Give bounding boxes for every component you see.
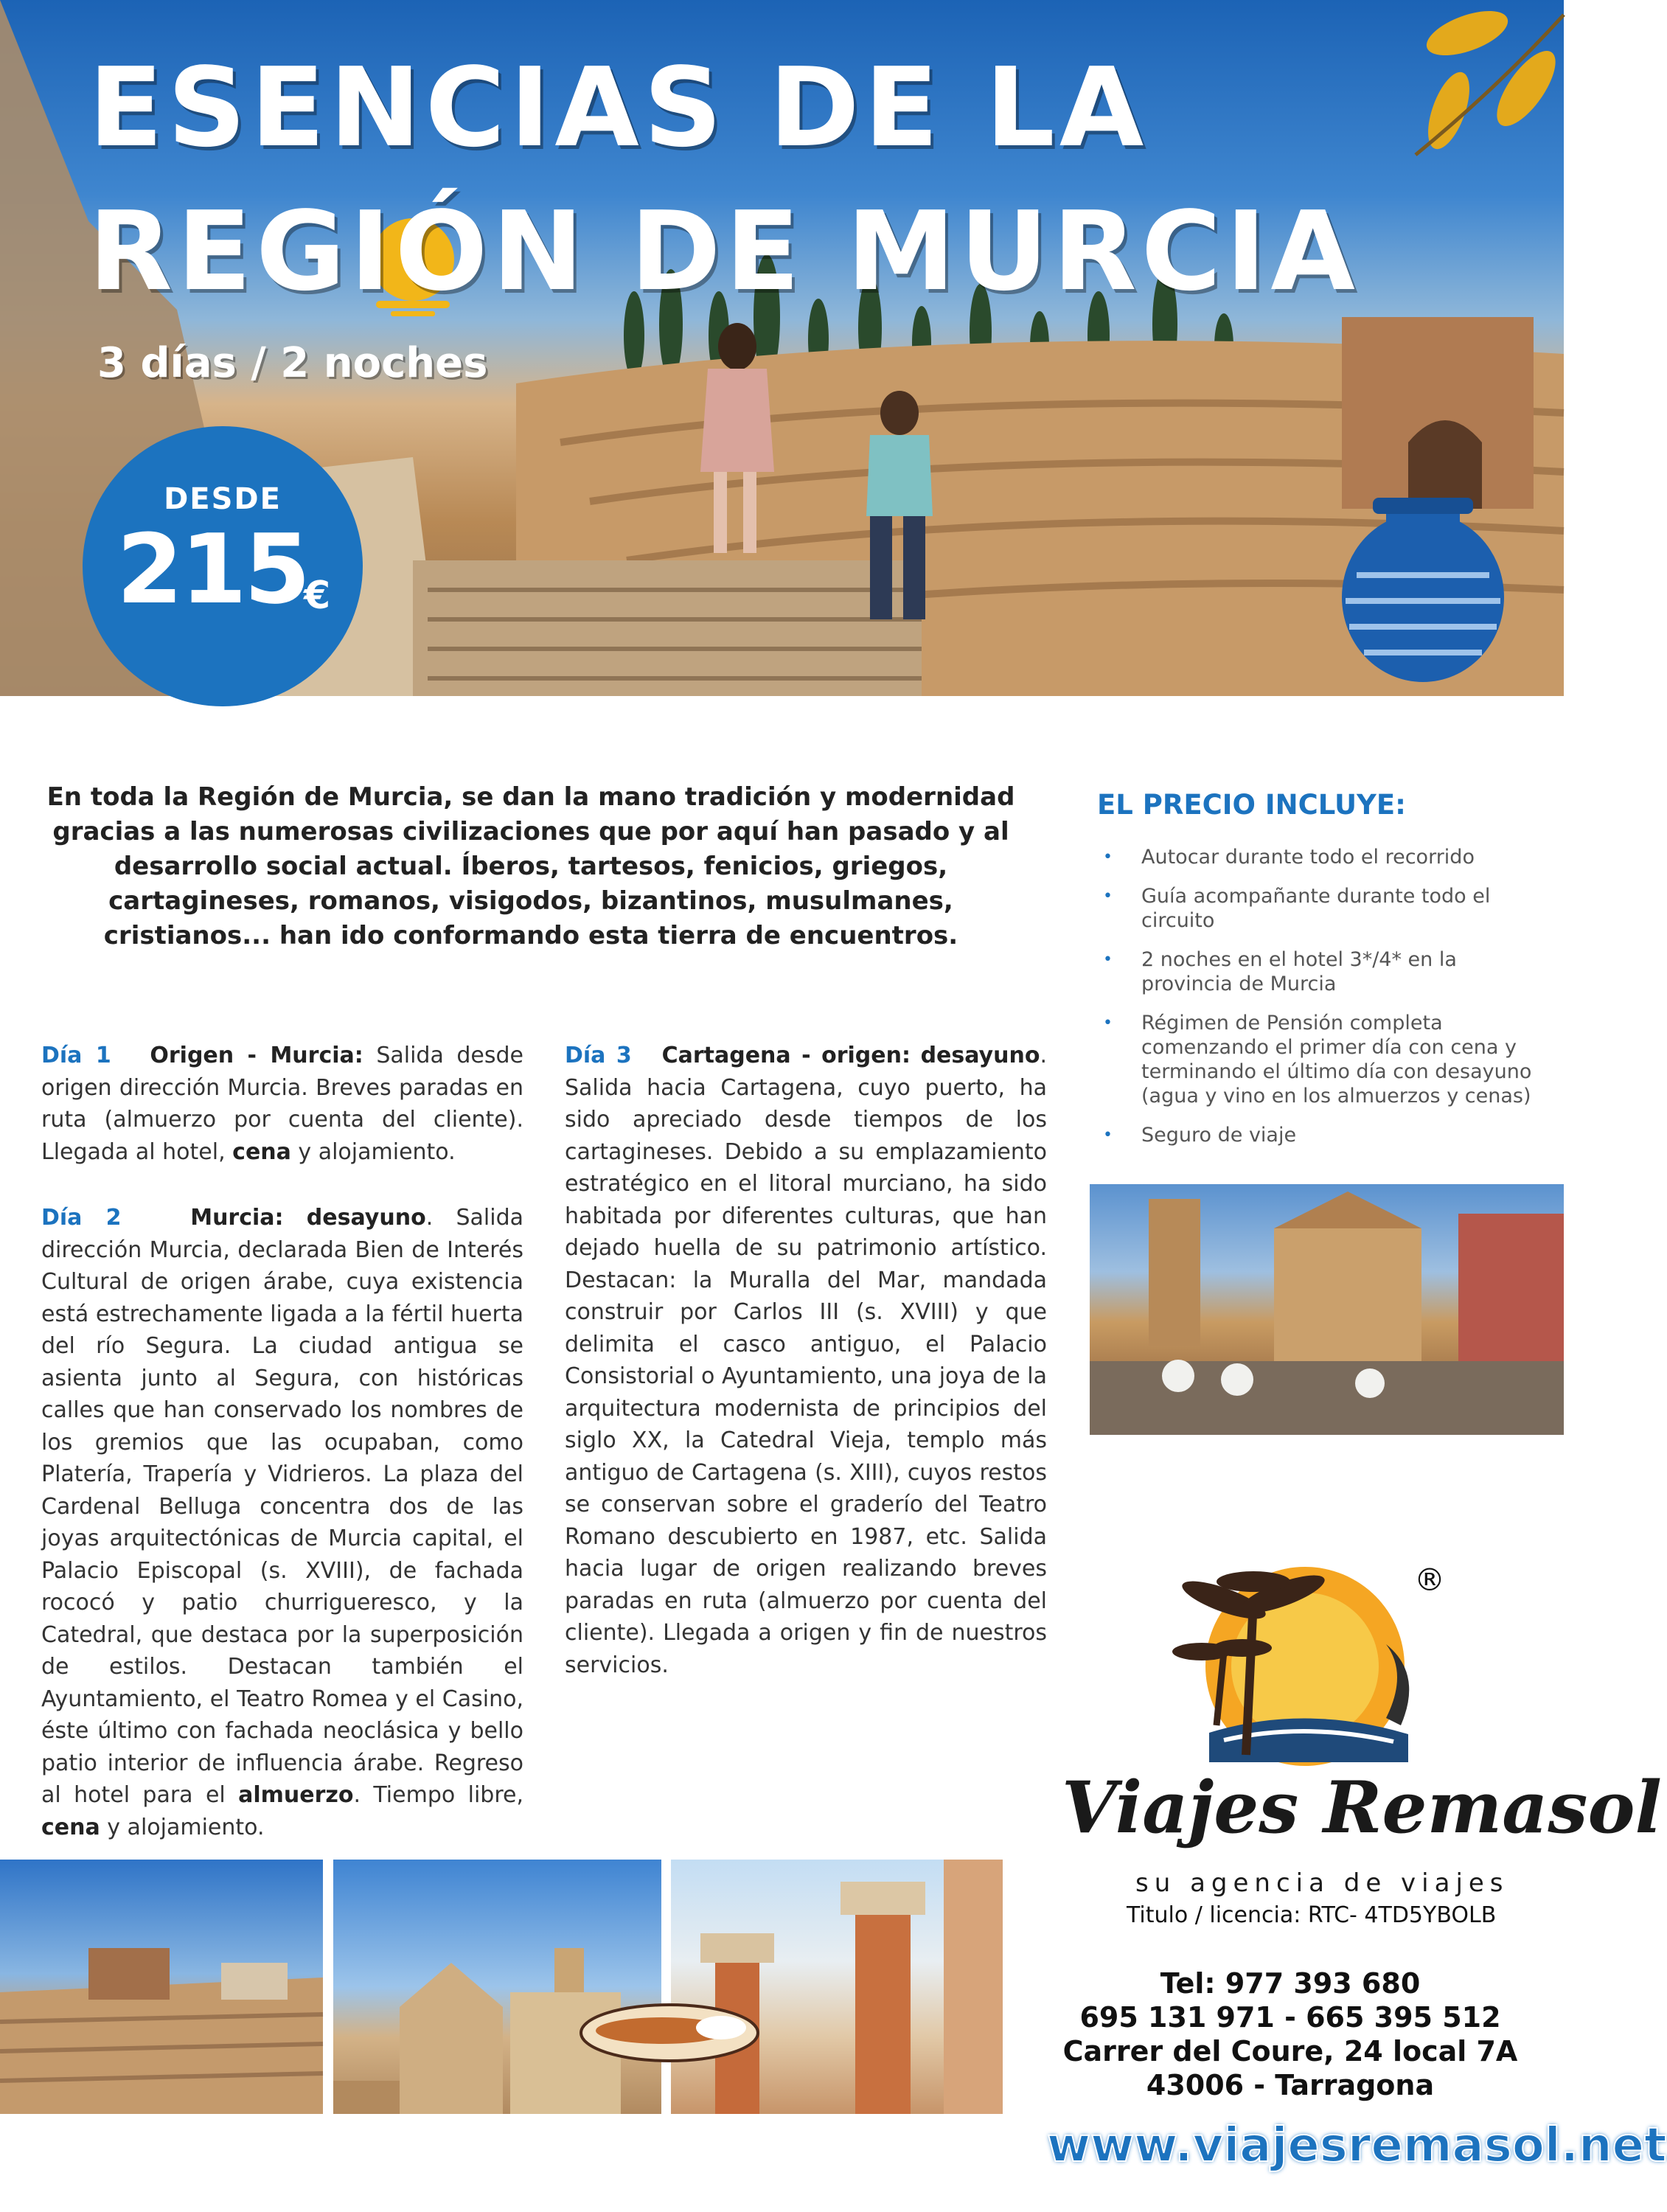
meal-label: desayuno: [920, 1043, 1040, 1068]
includes-list: [1097, 845, 1554, 1162]
price-from-label: DESDE: [164, 482, 282, 516]
day-title: Murcia:: [190, 1205, 284, 1231]
itinerary-day-1: [41, 1040, 523, 1168]
day-text: y alojamiento.: [100, 1814, 265, 1840]
registered-mark: ®: [1414, 1562, 1445, 1598]
list-item: • Guía acompañante durante todo el circuito: [1097, 884, 1554, 933]
day-text: . Salida hacia Cartagena, cuyo puerto, ha sido apreciado desde tiempos de los cartagineses. Debido a su emplazamiento estratégico en el litoral murciano, ha sido habitada por diferentes culturas, que han dejado huella de su patrimonio artístico. Destacan: la Muralla del Mar, mandada construir por Carlos III (s. XVIII) y que delimita el casco antiguo, el Palacio Consistorial o Ayuntamiento, una joya de la arquitectura modernista de principios del siglo XX, la Catedral Vieja, templo más antiguo de Cartagena (s. XIII), cuyos restos se conservan sobre el graderío del Teatro Romano descubierto en 1987, etc. Salida hacia lugar de origen realizando breves paradas en ruta (almuerzo por cuenta del cliente). Llegada a origen y fin de nuestros servicios.: [565, 1043, 1047, 1678]
day-title: Origen - Murcia:: [150, 1043, 363, 1068]
cathedral-facade-photo: [333, 1860, 661, 2114]
pastry-illustration: [574, 2000, 765, 2066]
itinerary-day-2: [41, 1202, 523, 1843]
trip-duration: 3 días / 2 noches: [97, 339, 488, 387]
list-item: • Autocar durante todo el recorrido: [1097, 845, 1554, 869]
page-title-line1: ESENCIAS DE LA: [88, 44, 1149, 171]
meal-label: desayuno: [306, 1205, 426, 1231]
meal-label: cena: [41, 1814, 100, 1840]
day-text: y alojamiento.: [290, 1138, 456, 1165]
includes-heading: EL PRECIO INCLUYE:: [1097, 789, 1406, 821]
agency-name: Viajes Remasol: [1062, 1766, 1662, 1849]
list-item: • Seguro de viaje: [1097, 1123, 1554, 1147]
list-item: • Régimen de Pensión completa comenzando el primer día con cena y terminando el último día con desayuno (agua y vino en los almuerzos y cenas): [1097, 1011, 1554, 1108]
meal-label: cena: [232, 1138, 291, 1165]
day-label: Día 2: [41, 1205, 122, 1231]
leaf-decoration: [1416, 2, 1566, 155]
price-amount: 215: [116, 513, 308, 625]
agency-license: Titulo / licencia: RTC- 4TD5YBOLB: [1127, 1902, 1497, 1928]
contact-phone-1: Tel: 977 393 680: [1160, 1967, 1421, 2000]
day-title: Cartagena - origen:: [661, 1043, 911, 1068]
list-item: • 2 noches en el hotel 3*/4* en la provincia de Murcia: [1097, 947, 1554, 996]
page-title-line2: REGIÓN DE MURCIA: [88, 188, 1360, 315]
itinerary-day-3: [565, 1040, 1047, 1681]
day-label: Día 3: [565, 1043, 632, 1068]
contact-address: Carrer del Coure, 24 local 7A: [1062, 2035, 1518, 2067]
hero-banner: [0, 0, 1564, 696]
day-label: Día 1: [41, 1043, 111, 1068]
contact-postcode-city: 43006 - Tarragona: [1146, 2069, 1435, 2101]
price-badge: [83, 426, 363, 706]
agency-tagline: su agencia de viajes: [1135, 1868, 1509, 1898]
day-text: Salida desde origen dirección Murcia. Breves paradas en ruta (almuerzo por cuenta del cliente). Llegada al hotel,: [41, 1043, 523, 1165]
meal-label: almuerzo: [238, 1782, 354, 1808]
cathedral-square-photo: [1090, 1184, 1564, 1435]
website-link[interactable]: www.viajesremasol.net: [1047, 2118, 1667, 2173]
price-currency: €: [304, 574, 331, 618]
day-text: . Tiempo libre,: [353, 1782, 523, 1808]
roman-theatre-photo: [0, 1860, 323, 2114]
contact-phone-2: 695 131 971 - 665 395 512: [1079, 2001, 1501, 2034]
agency-logo: [1165, 1541, 1445, 1784]
roman-columns-photo: [671, 1860, 1003, 2114]
intro-paragraph: En toda la Región de Murcia, se dan la mano tradición y modernidad gracias a las numerosas civilizaciones que por aquí han pasado y al desarrollo social actual. Íberos, tartesos, fenicios, griegos, cartagineses, romanos, visigodos, bizantinos, musulmanes, cristianos... han ido conformando esta tierra de encuentros.: [46, 782, 1015, 950]
day-text: . Salida dirección Murcia, declarada Bien de Interés Cultural de origen árabe, cuya existencia está estrechamente ligada a la fértil huerta del río Segura. La ciudad antigua se asienta junto al Segura, con históricas calles que han conservado los nombres de los gremios que las ocupaban, como Platería, Trapería y Vidrieros. La plaza del Cardenal Belluga concentra dos de las joyas arquitectónicas de Murcia capital, el Palacio Episcopal (s. XVIII), de fachada rococó y patio churrigueresco, y la Catedral, que destaca por la superposición de estilos. Destacan también el Ayuntamiento, el Teatro Romea y el Casino, éste último con fachada neoclásica y bello patio interior de influencia árabe. Regreso al hotel para el: [41, 1205, 523, 1808]
